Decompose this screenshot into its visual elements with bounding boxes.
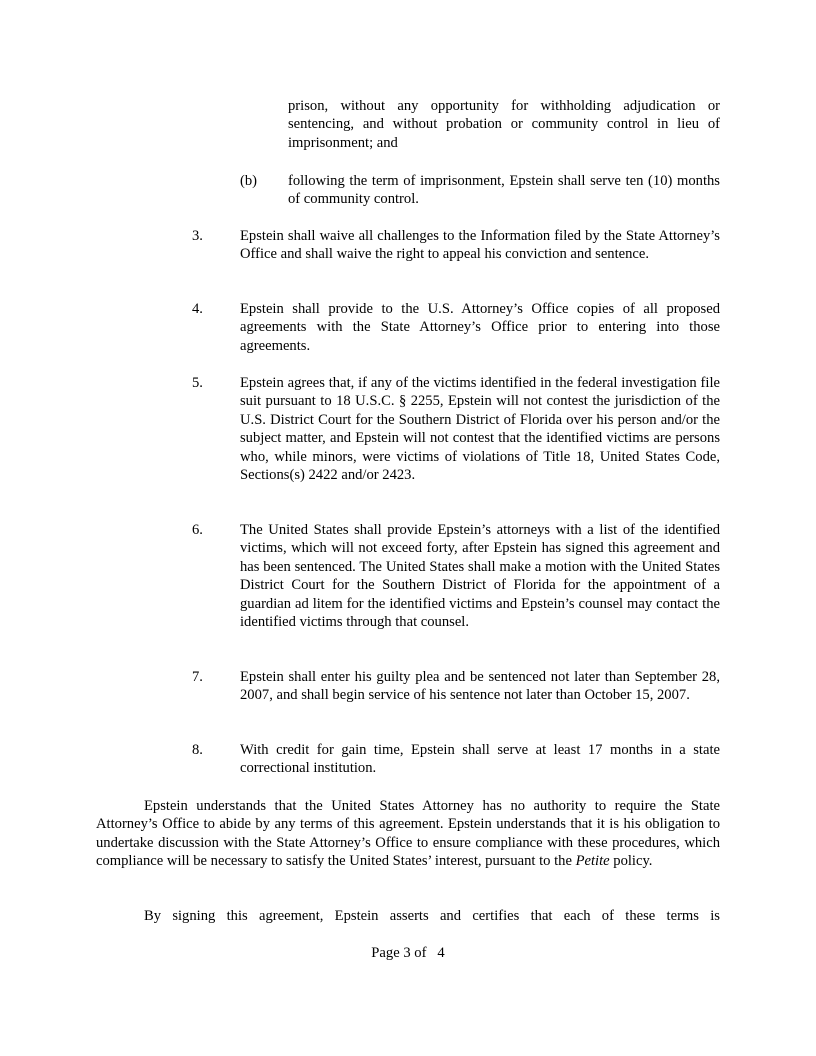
page-number: 3 <box>403 945 411 961</box>
item-text: Epstein agrees that, if any of the victims identified in the federal investigation file suit pursuant to 18 U.S.C. § 2255, Epstein will not contest the jurisdiction of the U.S. District Court for the Southern District of Florida over his person and/or the subject matter, and Epstein will not contest that the identified victims are persons who, while minors, were victims of violations of Title 18, United States Code, Sections(s) 2422 and/or 2423. <box>240 375 720 484</box>
item-text: Epstein shall provide to the U.S. Attorney’s Office copies of all proposed agreements with the State Attorney’s Office prior to entering into those agreements. <box>240 301 720 354</box>
subitem-a-continuation: prison, without any opportunity for withholding adjudication or sentencing, and without probation or community control in lieu of imprisonment; and <box>288 98 720 151</box>
body-paragraph: By signing this agreement, Epstein asserts and certifies that each of these terms is <box>144 908 720 924</box>
page-total: 4 <box>437 945 445 961</box>
page-footer <box>0 944 816 962</box>
item-text: Epstein shall waive all challenges to the Information filed by the State Attorney’s Office and shall waive the right to appeal his conviction and sentence. <box>240 228 720 263</box>
subitem-text: following the term of imprisonment, Epstein shall serve ten (10) months of community control. <box>288 173 720 208</box>
paragraph-emphasis: Petite <box>575 853 610 870</box>
item-text: With credit for gain time, Epstein shall serve at least 17 months in a state correctional institution. <box>240 742 720 777</box>
item-number: 4. <box>192 301 203 317</box>
paragraph-text: policy. <box>609 853 653 870</box>
body-paragraph <box>96 797 720 871</box>
subitem-label: (b) <box>240 173 258 189</box>
item-number: 7. <box>192 669 203 685</box>
item-number: 8. <box>192 742 203 758</box>
page-label: Page <box>371 945 400 961</box>
item-text: The United States shall provide Epstein’s attorneys with a list of the identified victims, which will not exceed forty, after Epstein has signed this agreement and has been sentenced. The United States shall make a motion with the United States District Court for the Southern District of Florida for the appointment of a guardian ad litem for the identified victims and Epstein’s counsel may contact the identified victims through that counsel. <box>240 522 720 631</box>
item-number: 6. <box>192 522 203 538</box>
item-number: 3. <box>192 228 203 244</box>
item-number: 5. <box>192 375 203 391</box>
page-of-label: of <box>414 945 427 961</box>
item-text: Epstein shall enter his guilty plea and be sentenced not later than September 28, 2007, and shall begin service of his sentence not later than October 15, 2007. <box>240 669 720 704</box>
paragraph-text: Epstein understands that the United States Attorney has no authority to require the State Attorney’s Office to abide by any terms of this agreement. Epstein understands that it is his obligation to undertake discussion with the State Attorney’s Office to ensure compliance with these procedures, which compliance will be necessary to satisfy the United States’ interest, pursuant to the <box>96 798 720 870</box>
